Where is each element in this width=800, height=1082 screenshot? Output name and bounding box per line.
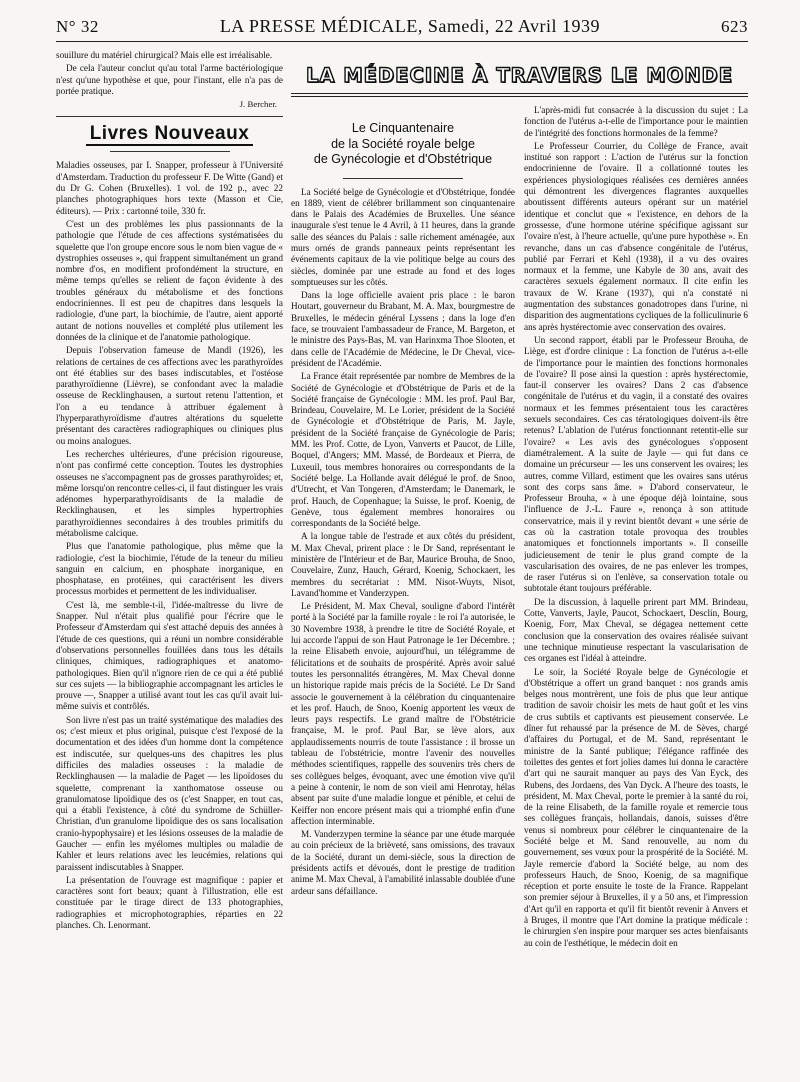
header-rule <box>56 41 748 42</box>
intro-signature: J. Bercher. <box>239 99 277 110</box>
title-underline <box>110 151 230 152</box>
article-column-a <box>291 113 515 951</box>
review-paragraph: Plus que l'anatomie pathologique, plus même que la radiologie, c'est la biochimie, l'étude de la teneur du milieu sanguin en calcium, en phosphate inorganique, en phosphatase, en protéines, qui caractérisent les divers processus morbides et permettent de les individualiser. <box>56 541 283 597</box>
journal-name: LA PRESSE MÉDICALE <box>219 16 418 36</box>
page-number: 623 <box>721 17 748 36</box>
issue-date: , Samedi, 22 Avril 1939 <box>417 16 601 36</box>
journal-title <box>220 16 600 37</box>
article-paragraph: La France était représentée par nombre de Membres de la Société de Gynécologie et d'Obstétrique de Paris et de la Société française de Gynécologie : MM. les prof. Paul Bar, Brindeau, Couvelaire, M. Le Lorier, président de la Société de Gynécologie et d'Obstétrique de Paris, M. Jayle, président de la Société française de Gynécologie de Paris; MM. les Prof. Cotte, de Lyon, Vanverts et Paucot, de Lille, Boquel, d'Angers; MM. Massé, de Bordeaux et Pierra, de Luxeuil, tous membres honoraires ou correspondants de la Société belge. La Hollande avait délégué le prof. de Snoo, d'Utrecht, et Van Tongeren, d'Amsterdam; le Danemark, le prof. Hauch, de Copenhague; la Suisse, le prof. Koenig, de Genève, tous également membres honoraires ou correspondants de la Société belge. <box>291 371 515 529</box>
intro-paragraph: De cela l'auteur conclut qu'au total l'arme bactériologique n'est qu'une hypothèse et que, pour l'instant, elle n'a pas de portée pratique. <box>56 63 283 96</box>
article-column-b <box>524 105 748 951</box>
review-paragraph: Les recherches ultérieures, d'une précision rigoureuse, n'ont pas confirmé cette conception. Toutes les dystrophies osseuses ne s'accompagnent pas de grosses parathyroïdes; et, même lorsqu'on rencontre celles-ci, il faut distinguer les vrais adénomes hyperparathyroïdisants de la maladie de Recklinghausen, et les simples hypertrophies parathyroïdiennes secondaires à des troubles primitifs du métabolisme calcique. <box>56 448 283 538</box>
left-column <box>56 50 283 951</box>
article-paragraph: La Société belge de Gynécologie et d'Obstétrique, fondée en 1889, vient de célébrer brillamment son cinquantenaire dans le Palais des Académies de Bruxelles. Une séance inaugurale s'est tenue le 4 Avril, à 11 heures, dans la grande salle des séances du Palais : salle richement aménagée, aux murs ornés de grands panneaux peints représentant les événements capitaux de la vie politique belge au cours des siècles, dominée par une estrade au fond et des loges somptueuses sur les côtés. <box>291 186 515 287</box>
review-paragraph: Depuis l'observation fameuse de Mandl (1926), les relations de certaines de ces affections avec les parathyroïdes ont été établies sur des bases indiscutables, et l'ostéose parathyroïdienne (Lièvre), se confondant avec la maladie osseuse de Recklinghausen, a surtout retenu l'attention, et l'on a eu tendance à attribuer également à l'hyperparathyroïdisme d'autres altérations du squelette présentant des caractères radiographiques ou cliniques plus ou moins analogues. <box>56 345 283 446</box>
section-title: Livres Nouveaux <box>56 123 283 145</box>
review-paragraph: Son livre n'est pas un traité systématique des maladies des os; c'est mieux et plus original, puisque c'est l'exposé de la documentation et des idées d'un homme dont la compétence est indiscutée, sur quelques-uns des chapitres les plus difficiles des maladies osseuses : la maladie de Recklinghausen — la maladie de Paget — les lipoïdoses du squelette, comprenant la xanthomatose osseuse ou granulomatose lipoïdique des os (c'est Snapper, en tout cas, qui a établi l'existence, à côté du syndrome de Schüller-Christian, d'un granulome lipoïdique des os sans localisation cranio-hypophysaire) et les lésions osseuses de la maladie de Gaucher — enfin les myélomes multiples ou maladie de Kahler et leurs relations avec les leucémies, relations qui paraissent indiscutables à Snapper. <box>56 714 283 872</box>
banner-rule <box>291 93 748 97</box>
article-title-rule <box>343 178 463 179</box>
article-paragraph: Le soir, la Société Royale belge de Gynécologie et d'Obstétrique a offert un grand banquet : nos grands amis belges nous montrèrent, une fois de plus que leur antique tradition de savoir choisir les mets de haut goût et les vins de crus subtils et captivants est pieusement conservée. Le dîner fut rehaussé par la présence de M. de Sèves, chargé d'affaires du Portugal, et de M. Sand, représentant le ministre de la Santé publique; l'élégance raffinée des toilettes des gentes et fort jolies dames lui donna le caractère d'art qui ne saurait manquer au pays des Van Eyck, des Rubens, des Jordaens, des Van Dyck. A l'heure des toasts, le président, M. Max Cheval, porte le premier à la santé du roi, de la reine Elisabeth, de la famille royale et remercie tous ses collègues français, hollandais, danois, suisses d'être venus si nombreux pour célébrer le cinquantenaire de la Société belge et M. Sand renouvelle, au nom du gouvernement, ses vœux pour la prospérité de la Société. M. Jayle remercie d'abord la Société belge, au nom des professeurs Hauch, de Snoo, Koenig, de sa magnifique réception et porte ensuite le toste de la France. Rappelant son premier séjour à Bruxelles, il y a 50 ans, et l'impression d'Art qu'il en rapporta et qu'il fit bientôt revenir à Anvers et à Bruges, il montre que l'Art domine la pratique médicale : le chirurgien s'en inspire pour marquer ses actes bienfaisants au coin de l'esthétique, le médecin doit en <box>524 666 748 948</box>
issue-number: N° 32 <box>56 17 99 36</box>
right-section <box>291 50 748 951</box>
article-paragraph: Dans la loge officielle avaient pris place : le baron Houtart, gouverneur du Brabant, M. A. Max, bourgmestre de Bruxelles, le médecin général Lyssens ; dans la loge d'en face, se trouvaient l'ambassadeur de France, M. Bargeton, et le ministre des Pays-Bas, M. van Harinxma Thoe Slooten, et dans celle de l'Académie de Médecine, le Dr Cheval, vice-président de l'Académie. <box>291 290 515 368</box>
article-paragraph: L'après-midi fut consacrée à la discussion du sujet : La fonction de l'utérus a-t-elle de l'importance pour le maintien de l'intégrité des fonctions hormonales de la femme? <box>524 105 748 138</box>
section-banner: LA MÉDECINE À TRAVERS LE MONDE <box>305 64 734 87</box>
article-title: Le Cinquantenaire de la Société royale belge de Gynécologie et d'Obstétrique <box>313 121 493 166</box>
review-heading: Maladies osseuses, par I. Snapper, professeur à l'Université d'Amsterdam. Traduction du professeur F. De Witte (Gand) et du Dr G. Cohen (Bruxelles). 1 vol. de 192 p., avec 22 planches photographiques hors texte (Masson et Cie, éditeurs). — Prix : cartonné toile, 330 fr. <box>56 160 283 216</box>
article-paragraph: Un second rapport, établi par le Professeur Brouha, de Liège, est d'ordre clinique : La fonction de l'utérus a-t-elle de l'importance pour le maintien des fonctions hormonales de l'ovaire? Il pose ainsi la question : après hystérectomie, faut-il conserver les ovaires? Dans 2 cas d'absence congénitale de l'utérus et du vagin, il a constaté des ovaires normaux et les femmes présentaient tous les caractères sexuels secondaires. Ces cas tératologiques doivent-ils être retenus? L'ablation de l'utérus fonctionnant retentit-elle sur l'ovaire? « Les avis des gynécologues s'opposent diamétralement. A la suite de Jayle — qui fut dans ce domaine un précurseur — les uns conservent les ovaires; les autres, comme Villard, estiment que les ovaires sans utérus sont des corps sans âme. » D'abord conservateur, le Professeur Brouha, « à une époque déjà lointaine, sous l'influence de J.-L. Faure », renonça à son attitude conservatrice, mais il y revint bientôt devant « une série de cas où la castration totale provoqua des troubles anatomiques et fonctionnels importants ». Il conseille judicieusement de tenir le plus grand compte de la vascularisation des ovaires, de ne pas enlever les trompes, de raser l'utérus si on l'enlève, sa conservation totale ou subtotale étant toujours préférable. <box>524 334 748 594</box>
article-paragraph: Le Président, M. Max Cheval, souligne d'abord l'intérêt porté à la Société par la famille royale : le roi l'a autorisée, le 30 Novembre 1938, à prendre le titre de Société Royale, et lui accorde l'appui de son Haut Patronage le 1er Décembre. ; la reine Elisabeth envoie, aujourd'hui, un télégramme de félicitations et de souhaits de prospérité. Après avoir salué toutes les personnalités étrangères, M. Max Cheval donne un historique rapide mais précis de la Société. Le Dr Sand associe le gouvernement à la célébration du cinquantenaire et les prof. Hauch, de Snoo, Koenig apportent les vœux de leurs pays respectifs. Le grand maître de l'Obstétricie française, M. le prof. Paul Bar, se lève alors, aux applaudissements nourris de toute l'assistance : il brosse un tableau de l'obstétricie, montre l'avenir des nouvelles méthodes scientifiques, rappelle des souvenirs très chers de ses collègues belges, évoquant, avec une émotion vive qu'il a peine à contenir, le nom de son vieil ami Henrotay, hélas absent par suite d'une maladie longue et pénible, et celui de Keiffer non encore présent mais qui a triomphé enfin d'une affection interminable. <box>291 601 515 826</box>
article-paragraph: M. Vanderzypen termine la séance par une étude marquée au coin précieux de la brièveté, sans omissions, des travaux de la Société, durant un demi-siècle, sous la direction de présidents actifs et dévoués, dont le prestige de tradition anime M. Max Cheval, à l'amabilité inlassable doublée d'une ardeur sans défaillance. <box>291 829 515 896</box>
review-paragraph: C'est là, me semble-t-il, l'idée-maîtresse du livre de Snapper. Nul n'était plus qualifié pour l'écrire que le Professeur d'Amsterdam qui s'est attaché depuis des années à l'étude de ces questions, qui a réuni un nombre considérable d'observations personnelles fouillées dans tous les détails cliniques, chimiques, radiographiques et anatomo-pathologiques. Bien qu'il n'ignore rien de ce qui a été publié sur ces sujets — la bibliographie accompagnant les articles le prouve —, Snapper a utilisé avant tout les cas qu'il avait lui-même suivis et contrôlés. <box>56 599 283 712</box>
review-paragraph: C'est un des problèmes les plus passionnants de la pathologie que l'étude de ces affections systématisées du squelette que l'on groupe encore sous le nom bien vague de « dystrophies osseuses », qui frappent simultanément un grand nombre d'os, en modifient profondément la structure, en même temps qu'elles se relient de façon évidente à des troubles généraux du métabolisme et des fonctions endocriniennes. Il est peu de chapitres dans lesquels la radiologie, d'une part, la biochimie, de l'autre, aient apporté autant de notions nouvelles et complété plus utilement les données de la clinique et de l'anatomie pathologique. <box>56 218 283 342</box>
article-paragraph: A la longue table de l'estrade et aux côtés du président, M. Max Cheval, prirent place : le Dr Sand, représentant le ministère de l'Intérieur et de Bar, Maurice Brouha, de Snoo, Couvelaire, Zunz, Hauch, Gérard, Koenig, Schockaert, les membres du secrétariat : MM. Nisot-Wuyts, Nisot, Lavand'homme et Vanderzypen. <box>291 531 515 598</box>
page-header <box>56 16 748 40</box>
section-divider <box>56 116 283 117</box>
review-paragraph: La présentation de l'ouvrage est magnifique : papier et caractères sont fort beaux; quant à l'illustration, elle est constituée par le tirage direct de 133 photographies, radiographies et microphotographies, réparties en 22 planches. Ch. Lenormant. <box>56 874 283 931</box>
article-paragraph: Le Professeur Courrier, du Collège de France, avait institué son rapport : L'action de l'utérus sur la fonction endocrinienne de l'ovaire. Il a collationné toutes les expériences physiologiques réalisées ces dernières années qui démontrent les divergences flagrantes auxquelles aboutissent différents auteurs opérant sur un matériel identique et conclut que « l'existence, en dehors de la grossesse, d'une hormone utérine spécifique agissant sur l'ovaire n'est, à l'heure actuelle, qu'une pure hypothèse ». En revanche, dans un cas d'absence congénitale de l'utérus, publié par Ferrari et Kehl (1938), il a vu des ovaires normaux et la femme, une Kabyle de 30 ans, avait des caractères sexuels également normaux. Il cite enfin les travaux de W. Krane (1937), qui n'a constaté ni augmentation des substances gonadotropes dans l'urine, ni disparition des augmentations cycliques de la folliculinurie 6 ans après hystérectomie avec conservation des ovaires. <box>524 140 748 332</box>
intro-paragraph: souillure du matériel chirurgical? Mais elle est irréalisable. <box>56 50 273 60</box>
article-paragraph: De la discussion, à laquelle prirent part MM. Brindeau, Cotte, Vanverts, Jayle, Paucot, Schockaert, Desclin, Bourg, Koenig, Forr, Max Cheval, se dégagea nettement cette conclusion que la conservation des ovaires réalisée suivant une technique minutieuse respectant la vascularisation de ces organes est l'idéal à atteindre. <box>524 596 748 664</box>
